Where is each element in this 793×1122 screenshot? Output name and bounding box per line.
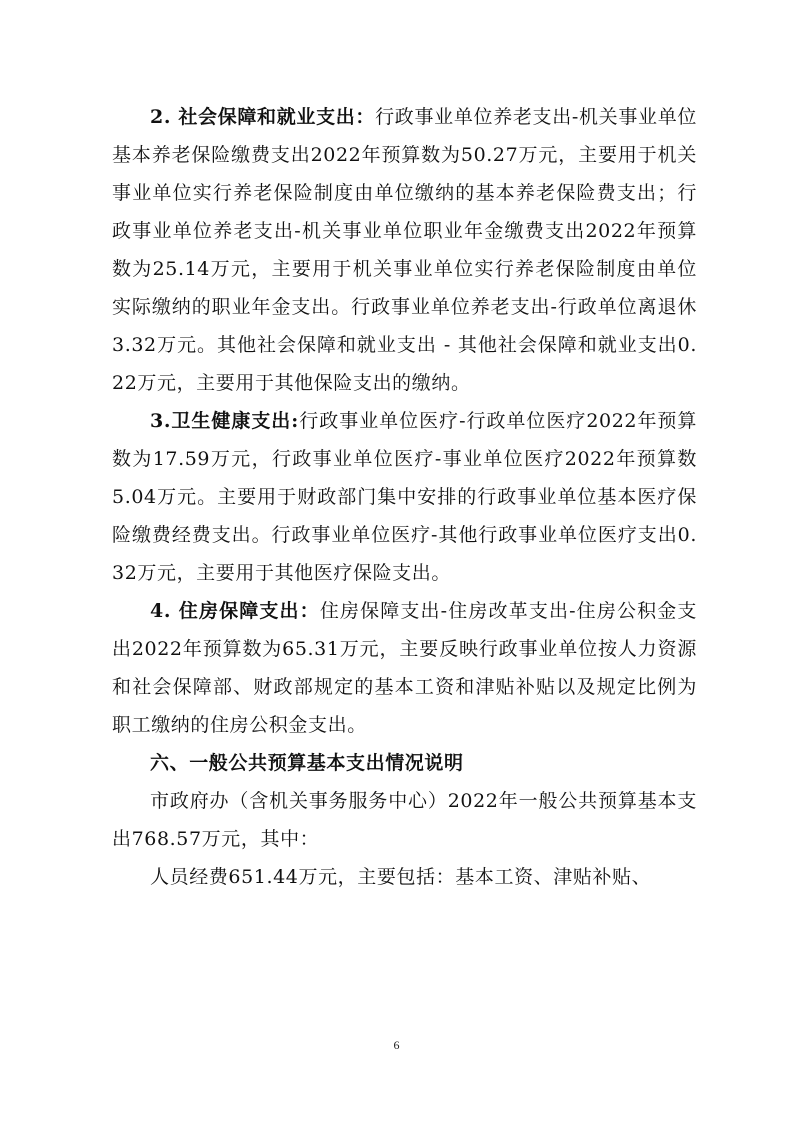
text-health: 行政事业单位医疗-行政单位医疗2022年预算数为17.59万元，行政事业单位医疗-事业单位医疗2022年预算数5.04万元。主要用于财政部门集中安排的行政事业单位基本医疗保险缴费经费支出。行政事业单位医疗-其他行政事业单位医疗支出0.32万元，主要用于其他医疗保险支出。	[112, 410, 698, 584]
paragraph-social-security	[112, 98, 697, 402]
heading-housing: 4. 住房保障支出：	[150, 600, 320, 622]
heading-health: 3.卫生健康支出:	[150, 410, 299, 432]
paragraph-personnel: 人员经费651.44万元，主要包括：基本工资、津贴补贴、	[150, 866, 652, 888]
paragraph-health	[112, 402, 697, 592]
document-body	[112, 98, 697, 896]
paragraph-housing	[112, 592, 697, 744]
text-housing: 住房保障支出-住房改革支出-住房公积金支出2022年预算数为65.31万元，主要反映行政事业单位按人力资源和社会保障部、财政部规定的基本工资和津贴补贴以及规定比例为职工缴纳的住房公积金支出。	[112, 600, 697, 736]
section-title-basic-expenditure: 六、一般公共预算基本支出情况说明	[150, 752, 464, 774]
text-social-security: 行政事业单位养老支出-机关事业单位基本养老保险缴费支出2022年预算数为50.27万元，主要用于机关事业单位实行养老保险制度由单位缴纳的基本养老保险费支出；行政事业单位养老支出-机关事业单位职业年金缴费支出2022年预算数为25.14万元，主要用于机关事业单位实行养老保险制度由单位实际缴纳的职业年金支出。行政事业单位养老支出-行政单位离退休3.32万元。其他社会保障和就业支出 - 其他社会保障和就业支出0.22万元，主要用于其他保险支出的缴纳。	[112, 106, 697, 394]
paragraph-basic-intro: 市政府办（含机关事务服务中心）2022年一般公共预算基本支出768.57万元，其中：	[112, 790, 697, 850]
heading-social-security: 2. 社会保障和就业支出：	[150, 106, 376, 128]
page-number: 6	[393, 1038, 400, 1052]
